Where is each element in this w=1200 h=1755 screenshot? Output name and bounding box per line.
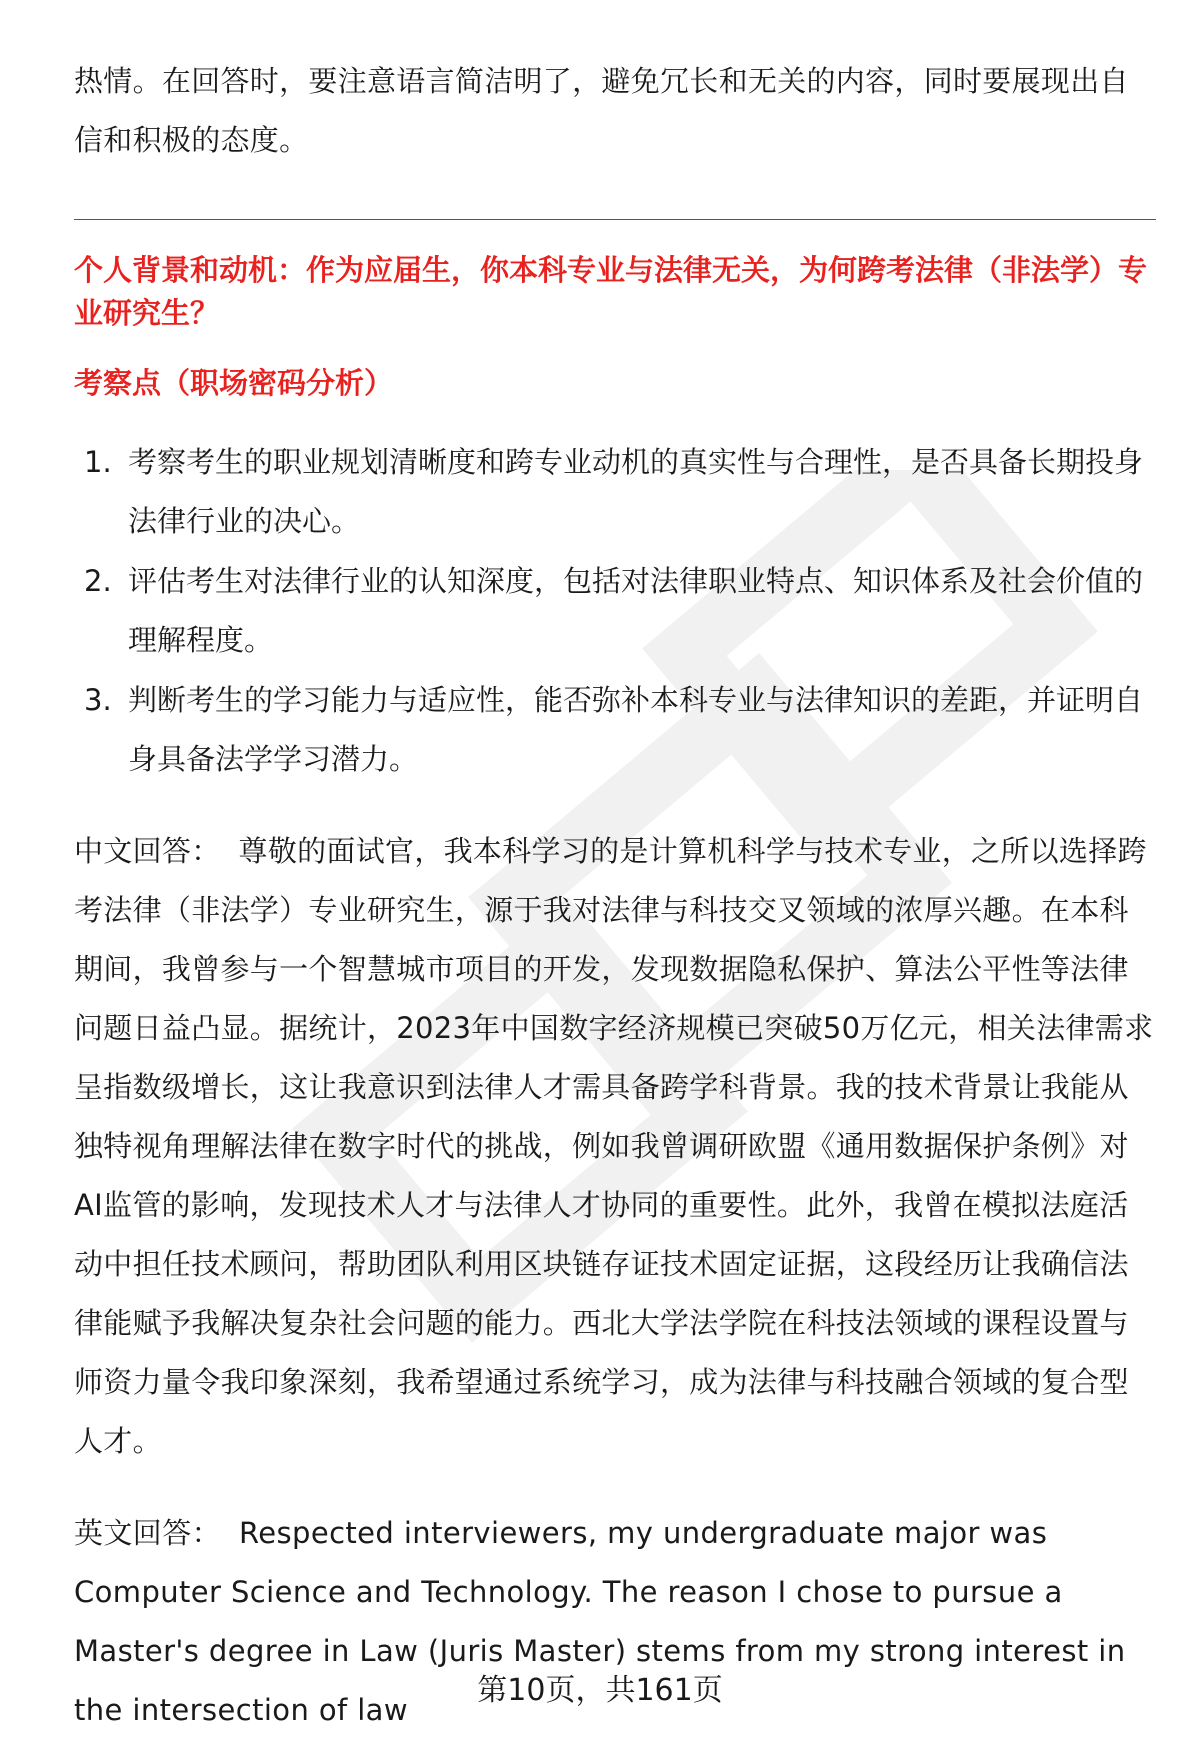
chinese-answer-text: 尊敬的面试官，我本科学习的是计算机科学与技术专业，之所以选择跨考法律（非法学）专业研究生，源于我对法律与科技交叉领域的浓厚兴趣。在本科期间，我曾参与一个智慧城市项目的开发，发现数据隐私保护、算法公平性等法律问题日益凸显。据统计，2023年中国数字经济规模已突破50万亿元，相关法律需求呈指数级增长，这让我意识到法律人才需具备跨学科背景。我的技术背景让我能从独特视角理解法律在数字时代的挑战，例如我曾调研欧盟《通用数据保护条例》对AI监管的影响，发现技术人才与法律人才协同的重要性。此外，我曾在模拟法庭活动中担任技术顾问，帮助团队利用区块链存证技术固定证据，这段经历让我确信法律能赋予我解决复杂社会问题的能力。西北大学法学院在科技法领域的课程设置与师资力量令我印象深刻，我希望通过系统学习，成为法律与科技融合领域的复合型人才。 [74, 834, 1154, 1458]
english-answer-label: 英文回答： [74, 1516, 222, 1550]
list-item [74, 433, 1159, 551]
question-title: 个人背景和动机：作为应届生，你本科专业与法律无关，为何跨考法律（非法学）专业研究生？ [74, 253, 1148, 330]
assessment-points-list [74, 433, 1159, 790]
list-item [74, 671, 1159, 789]
list-item-number: 2. [84, 564, 112, 598]
points-title: 考察点（职场密码分析） [74, 366, 394, 400]
chinese-answer-label: 中文回答： [74, 834, 221, 868]
chinese-answer [74, 822, 1154, 1471]
intro-paragraph: 热情。在回答时，要注意语言简洁明了，避免冗长和无关的内容，同时要展现出自信和积极的态度。 [74, 64, 1129, 157]
list-item-text: 判断考生的学习能力与适应性，能否弥补本科专业与法律知识的差距，并证明自身具备法学学习潜力。 [128, 683, 1144, 776]
english-answer-text: Respected interviewers, my undergraduate major was Computer Science and Technology. The reason I chose to pursue a Master's degree in Law (Juris Master) stems from my strong interest in the intersection of law [74, 1516, 1126, 1727]
list-item-number: 3. [84, 683, 112, 717]
list-item-text: 考察考生的职业规划清晰度和跨专业动机的真实性与合理性，是否具备长期投身法律行业的决心。 [128, 445, 1144, 538]
list-item-text: 评估考生对法律行业的认知深度，包括对法律职业特点、知识体系及社会价值的理解程度。 [128, 564, 1144, 657]
list-item-number: 1. [84, 445, 112, 479]
page-number: 第10页，共161页 [477, 1673, 723, 1708]
list-item [74, 552, 1159, 670]
section-divider [74, 219, 1156, 220]
